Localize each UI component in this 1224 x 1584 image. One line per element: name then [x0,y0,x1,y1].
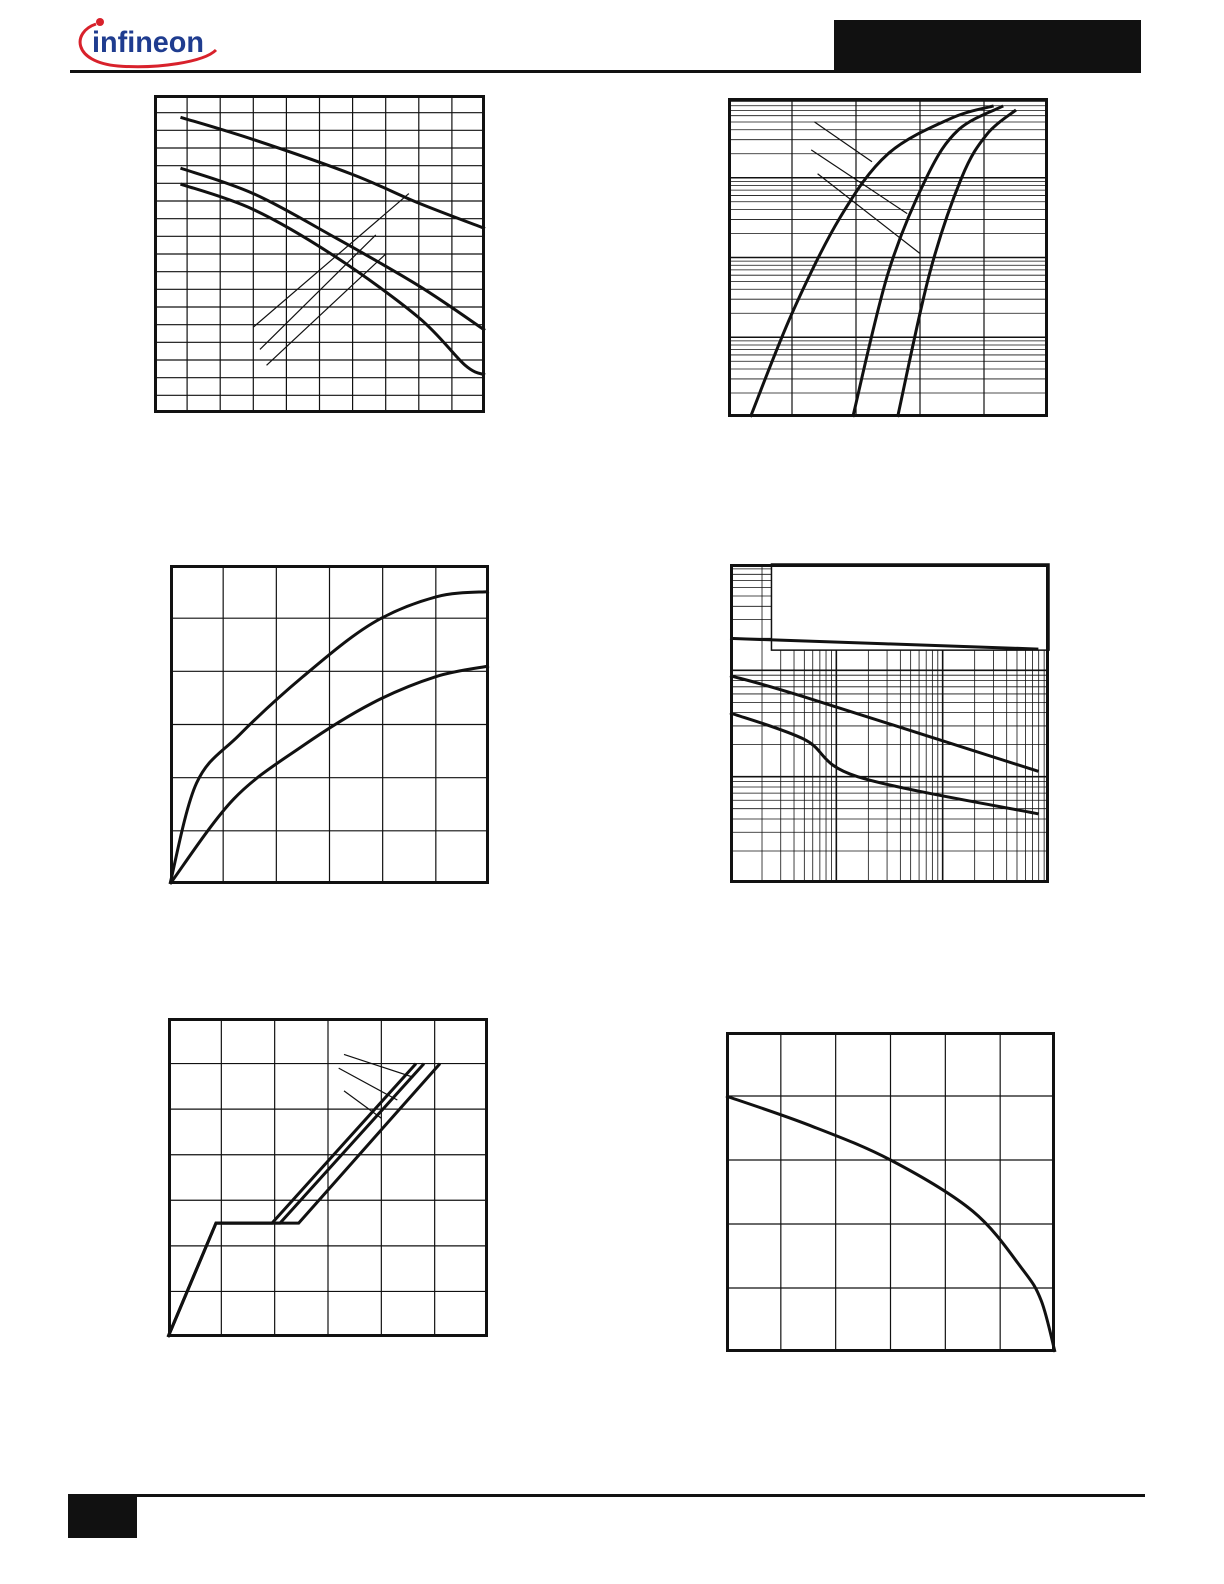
series-line-3 [730,713,1038,814]
gridlines [170,565,489,884]
series-line-2 [180,168,485,330]
infineon-logo [70,10,220,70]
chart-4 [730,564,1049,883]
leader-line [814,122,872,162]
logo-wordmark: infineon [92,26,204,59]
gridlines [154,95,485,413]
series-line-2 [730,676,1038,772]
gridlines [168,1018,488,1337]
leader-line [267,254,386,365]
chart-1 [154,95,485,413]
chart-2 [728,98,1048,417]
legend-box [771,564,1049,650]
leader-line [344,1091,381,1118]
gridlines [728,98,1048,417]
chart-6 [726,1032,1055,1352]
footer-page-box [68,1494,137,1538]
header-rule [70,70,1141,73]
series-line-3 [898,110,1016,417]
footer-rule [68,1494,1145,1497]
chart-3 [170,565,489,884]
leader-line [344,1054,413,1077]
header-part-number-box [834,20,1141,72]
gridlines [726,1032,1055,1352]
chart-5 [168,1018,488,1337]
logo-dot-icon [96,18,104,26]
series-line-1 [180,117,485,228]
